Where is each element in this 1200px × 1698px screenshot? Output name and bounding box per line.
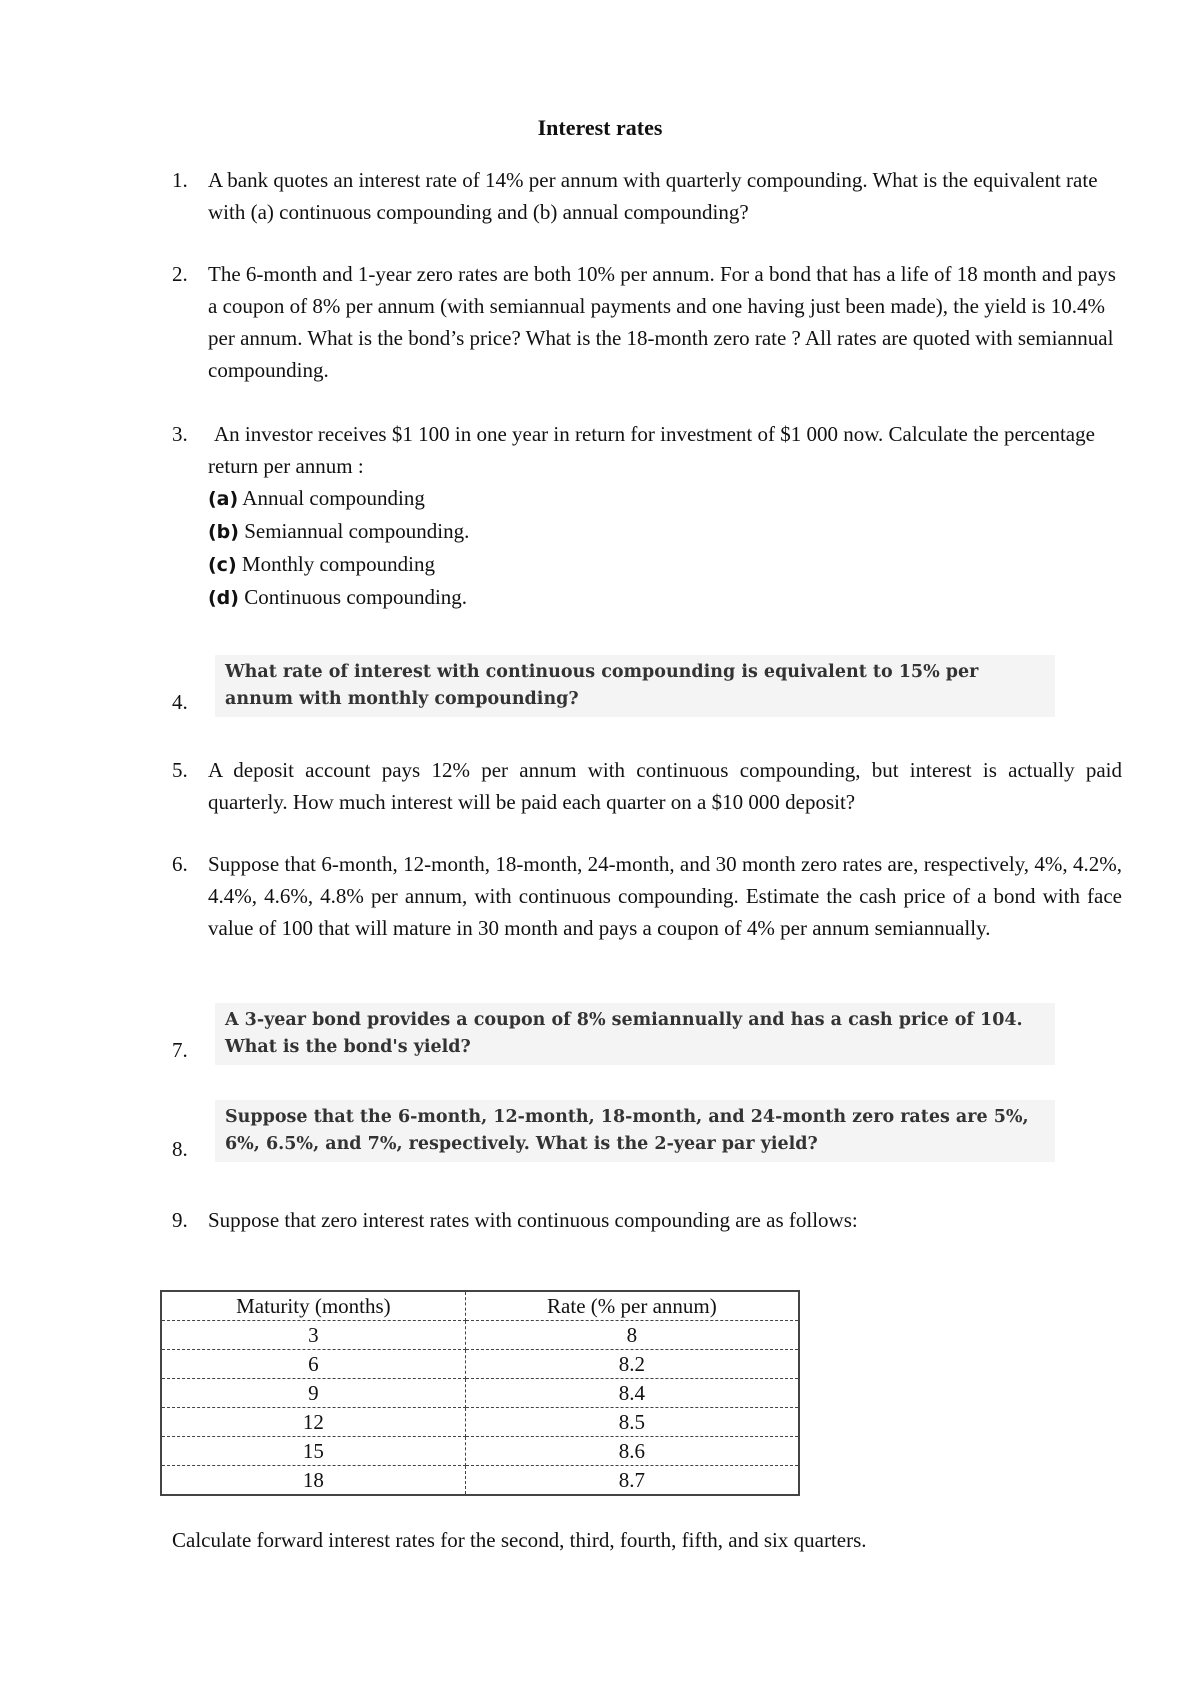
sub-item-d: (d) Continuous compounding. xyxy=(208,585,468,609)
question-7-image-text: A 3-year bond provides a coupon of 8% semiannually and has a cash price of 104. What is the bond's yield? xyxy=(215,1003,1055,1065)
question-4-image-text: What rate of interest with continuous compounding is equivalent to 15% per annum with monthly compounding? xyxy=(215,655,1055,717)
maturity-cell: 6 xyxy=(161,1350,465,1379)
question-9 xyxy=(172,1204,1122,1236)
sub-item-a: (a) Annual compounding xyxy=(208,486,425,510)
table-header-row xyxy=(161,1291,799,1321)
question-number: 7. xyxy=(172,1038,188,1062)
table-row xyxy=(161,1437,799,1466)
sub-item-b: (b) Semiannual compounding. xyxy=(208,519,470,543)
question-text: Suppose that 6-month, 12-month, 18-month, 24-month, and 30 month zero rates are, respectively, 4%, 4.2%, 4.4%, 4.6%, 4.8% per annum, with continuous compounding. Estimate the cash price of a bond with face value of 100 that will mature in 30 month and pays a coupon of 4% per annum semiannually. xyxy=(208,852,1122,940)
question-number: 8. xyxy=(172,1137,188,1161)
table-row xyxy=(161,1321,799,1350)
column-header: Rate (% per annum) xyxy=(465,1291,799,1321)
maturity-cell: 9 xyxy=(161,1379,465,1408)
page-title: Interest rates xyxy=(537,115,663,140)
rate-cell: 8.5 xyxy=(465,1408,799,1437)
question-number: 5. xyxy=(172,758,188,782)
rate-cell: 8.7 xyxy=(465,1466,799,1496)
rate-cell: 8.6 xyxy=(465,1437,799,1466)
question-text: A bank quotes an interest rate of 14% per annum with quarterly compounding. What is the equivalent rate with (a) continuous compounding and (b) annual compounding? xyxy=(208,168,1098,224)
question-5 xyxy=(172,754,1122,818)
table-row xyxy=(161,1350,799,1379)
closing-instruction: Calculate forward interest rates for the second, third, fourth, fifth, and six quarters. xyxy=(172,1528,867,1552)
rate-cell: 8.4 xyxy=(465,1379,799,1408)
table-row xyxy=(161,1466,799,1496)
question-number: 3. xyxy=(172,422,188,446)
maturity-cell: 18 xyxy=(161,1466,465,1496)
table-row xyxy=(161,1408,799,1437)
sub-item-c: (c) Monthly compounding xyxy=(208,552,435,576)
question-text: A deposit account pays 12% per annum with continuous compounding, but interest is actually paid quarterly. How much interest will be paid each quarter on a $10 000 deposit? xyxy=(208,758,1122,814)
question-1 xyxy=(172,164,1122,228)
question-8-image-text: Suppose that the 6-month, 12-month, 18-month, and 24-month zero rates are 5%, 6%, 6.5%, and 7%, respectively. What is the 2-year par yield? xyxy=(215,1100,1055,1162)
maturity-cell: 15 xyxy=(161,1437,465,1466)
table-row xyxy=(161,1379,799,1408)
zero-rates-table xyxy=(160,1290,800,1496)
question-text: The 6-month and 1-year zero rates are both 10% per annum. For a bond that has a life of 18 month and pays a coupon of 8% per annum (with semiannual payments and one having just been made), the yield is 10.4% per annum. What is the bond’s price? What is the 18-month zero rate ? All rates are quoted with semiannual compounding. xyxy=(208,262,1116,382)
question-2 xyxy=(172,258,1122,386)
question-number: 6. xyxy=(172,852,188,876)
column-header: Maturity (months) xyxy=(161,1291,465,1321)
question-number: 4. xyxy=(172,690,188,714)
maturity-cell: 3 xyxy=(161,1321,465,1350)
question-number: 9. xyxy=(172,1208,188,1232)
question-3 xyxy=(172,418,1122,614)
question-text: An investor receives $1 100 in one year in return for investment of $1 000 now. Calculate the percentage return per annum : xyxy=(208,422,1095,478)
maturity-cell: 12 xyxy=(161,1408,465,1437)
rate-cell: 8 xyxy=(465,1321,799,1350)
question-number: 2. xyxy=(172,262,188,286)
question-number: 1. xyxy=(172,168,188,192)
rate-cell: 8.2 xyxy=(465,1350,799,1379)
question-6 xyxy=(172,848,1122,944)
question-text: Suppose that zero interest rates with continuous compounding are as follows: xyxy=(208,1208,858,1232)
